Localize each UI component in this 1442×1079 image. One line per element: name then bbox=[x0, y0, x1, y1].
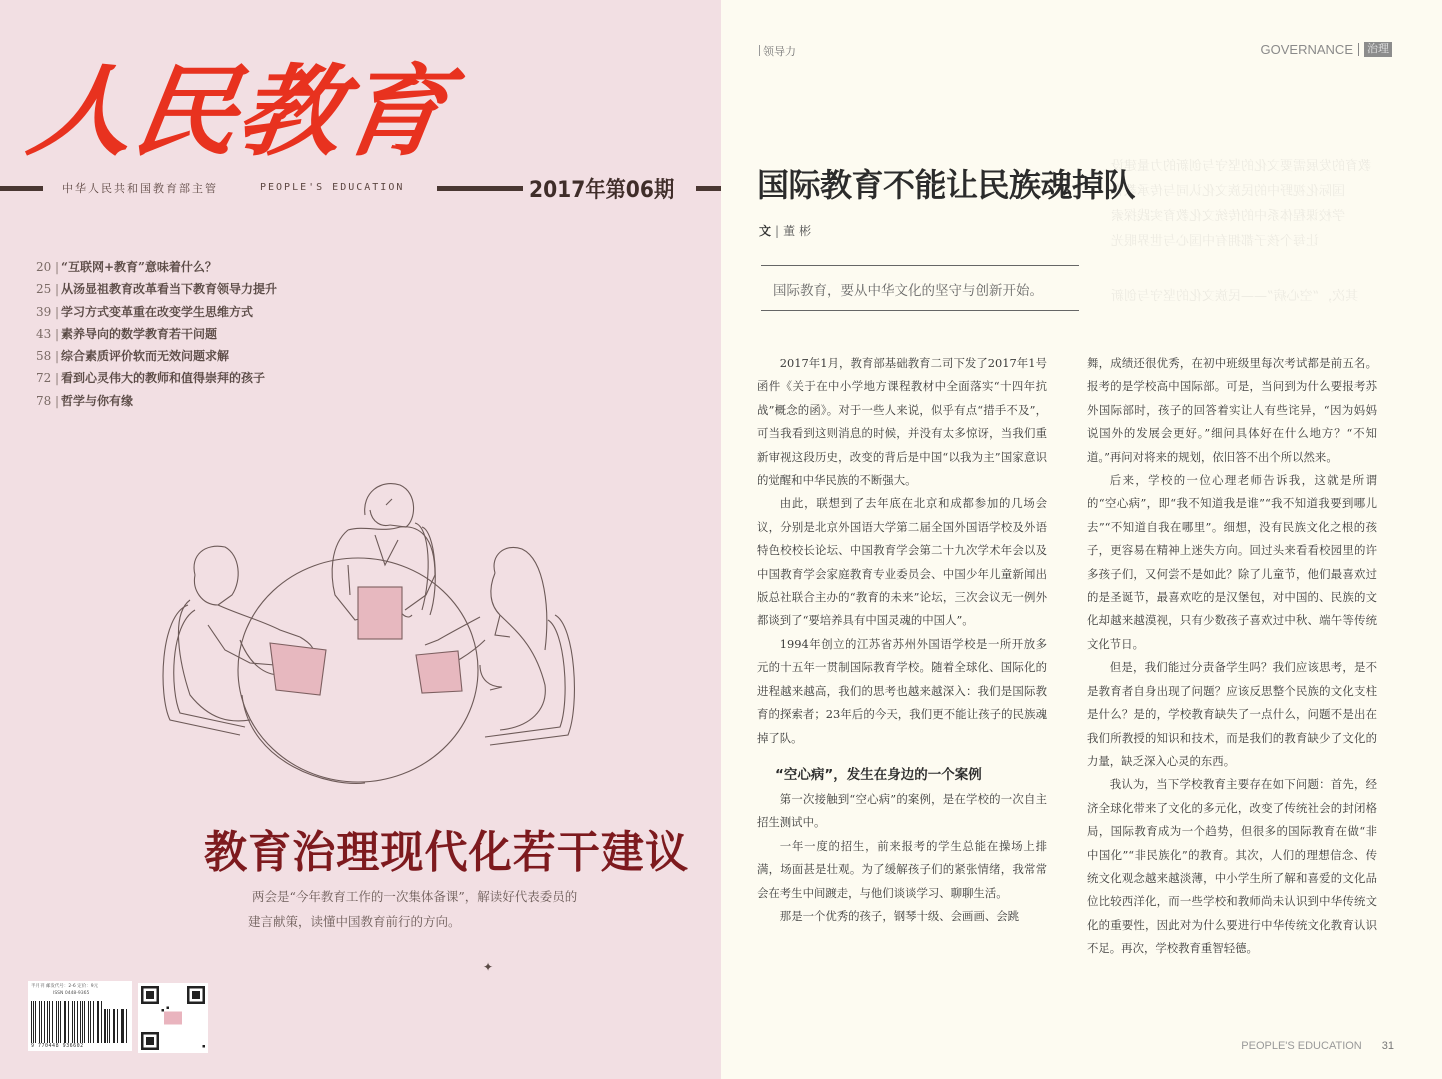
toc-page-number: 43 bbox=[36, 326, 52, 341]
toc-title: 学习方式变革重在改变学生思维方式 bbox=[61, 304, 254, 319]
deck-rule bbox=[761, 310, 1079, 311]
toc-item bbox=[36, 325, 277, 347]
toc-item bbox=[36, 347, 277, 369]
show-through-text: 教育的发展需要文化的坚守与创新的力量建设 bbox=[1111, 159, 1372, 174]
barcode-number: 9 770448 936602 bbox=[31, 1043, 84, 1049]
toc-page-number: 25 bbox=[36, 282, 52, 297]
toc-separator: | bbox=[55, 304, 60, 319]
article-page bbox=[721, 0, 1442, 1079]
toc-item bbox=[36, 369, 277, 391]
show-through-text: 其次，“空心病”——民族文化的坚守与创新 bbox=[1111, 289, 1359, 304]
toc-separator: | bbox=[55, 260, 60, 274]
toc-item bbox=[36, 392, 277, 414]
cover-rule bbox=[437, 186, 523, 191]
toc-title: 综合素质评价软而无效问题求解 bbox=[61, 349, 230, 364]
page-number: 31 bbox=[1381, 1040, 1394, 1052]
section-heading: “空心病”，发生在身边的一个案例 bbox=[775, 766, 982, 783]
qr-code bbox=[138, 983, 208, 1053]
barcode-bars bbox=[31, 999, 129, 1043]
toc-item bbox=[36, 303, 277, 325]
show-through-text: 国际化视野中的民族文化认同与传承教育 bbox=[1111, 184, 1346, 199]
body-paragraph: 那是一个优秀的孩子，钢琴十级、会画画、会跳 bbox=[779, 908, 1020, 923]
toc-item bbox=[36, 258, 277, 280]
cover-rule bbox=[696, 186, 721, 191]
star-mark-icon: ✦ bbox=[483, 960, 494, 974]
divider bbox=[1358, 43, 1359, 56]
toc-page-number: 58 bbox=[36, 349, 52, 364]
toc-title: 从汤显祖教育改革看当下教育领导力提升 bbox=[61, 282, 278, 297]
cover-rule bbox=[0, 186, 43, 191]
publisher-label: 中华人民共和国教育部主管 bbox=[62, 182, 218, 195]
toc-title: 看到心灵伟大的教师和值得崇拜的孩子 bbox=[61, 371, 266, 386]
toc-title: “互联网+教育”意味着什么？ bbox=[61, 260, 217, 274]
article-deck: 国际教育，要从中华文化的坚守与创新开始。 bbox=[773, 283, 1043, 299]
publisher-english: PEOPLE'S EDUCATION bbox=[260, 182, 405, 193]
article-title: 国际教育不能让民族魂掉队 bbox=[757, 166, 1136, 204]
footer-label: PEOPLE'S EDUCATION bbox=[1241, 1040, 1362, 1052]
body-paragraph: 一年一度的招生，前来报考的学生总能在操场上排满，场面甚是壮观。为了缓解孩子们的紧张情绪，我常常会在考生中间踱走，与他们谈谈学习、聊聊生活。 bbox=[757, 838, 1047, 900]
meeting-illustration bbox=[150, 465, 590, 785]
issn-label: ISSN 0448-9365 bbox=[53, 991, 90, 996]
cover-deck-line: 建言献策，读懂中国教育前行的方向。 bbox=[248, 914, 461, 929]
body-paragraph: 舞，成绩还很优秀，在初中班级里每次考试都是前五名。报考的是学校高中国际部。可是，当问到为什么要报考苏外国际部时，孩子的回答着实让人有些诧异，“因为妈妈说国外的发展会更好。”细问具体好在什么地方？“不知道。”再问对将来的规划，依旧答不出个所以然来。 bbox=[1087, 356, 1377, 464]
article-column-1 bbox=[757, 352, 1047, 928]
running-head-tag: 治理 bbox=[1364, 42, 1392, 57]
toc-title: 哲学与你有缘 bbox=[61, 393, 134, 408]
body-paragraph: 我认为，当下学校教育主要存在如下问题：首先，经济全球化带来了文化的多元化，改变了传统社会的封闭格局，国际教育成为一个趋势，但很多的国际教育在做“非中国化”“非民族化”的教育。其次，人们的理想信念、传统文化观念越来越淡薄，中小学生所了解和喜爱的文化品位比较西洋化，而一些学校和教师尚未认识到中华传统文化的重要性，因此对为什么要进行中华传统文化教育认识不足。再次，学校教育重智轻德。 bbox=[1087, 777, 1377, 956]
body-paragraph: 第一次接触到“空心病”的案例，是在学校的一次自主招生测试中。 bbox=[757, 791, 1047, 830]
body-paragraph: 2017年1月，教育部基础教育二司下发了2017年1号函件《关于在中小学地方课程教材中全面落实“十四年抗战”概念的函》。对于一些人来说，似乎有点“措手不及”，可当我看到这则消息的时候，并没有太多惊讶，当我们重新审视这段历史，改变的背后是中国“以我为主”国家意识的觉醒和中华民族的不断强大。 bbox=[757, 356, 1047, 488]
cover-deck-line: 两会是“今年教育工作的一次集体备课”，解读好代表委员的 bbox=[252, 889, 578, 904]
body-paragraph: 后来，学校的一位心理老师告诉我，这就是所谓的“空心病”，即“我不知道我是谁”“我不知道我要到哪儿去”“不知道自我在哪里”。细想，没有民族文化之根的孩子，更容易在精神上迷失方向。回过头来看看校园里的许多孩子们，又何尝不是如此？除了儿童节，他们最喜欢过的是圣诞节，最喜欢吃的是汉堡包，对中国的、民族的文化却越来越漠视，只有少数孩子喜欢过中秋、端午等传统文化节日。 bbox=[1087, 473, 1377, 651]
body-paragraph: 由此，联想到了去年底在北京和成都参加的几场会议，分别是北京外国语大学第二届全国外国语学校及外语特色校校长论坛、中国教育学会第二十九次学术年会以及中国教育学会家庭教育专业委员会、中国少年儿童新闻出版总社联合主办的“教育的未来”论坛，三次会议无一例外都谈到了“要培养具有中国灵魂的中国人”。 bbox=[757, 496, 1047, 628]
toc-separator: | bbox=[55, 371, 60, 386]
toc-title: 素养导向的数学教育若干问题 bbox=[61, 326, 218, 341]
toc-separator: | bbox=[55, 326, 60, 341]
toc-separator: | bbox=[55, 393, 60, 408]
toc-page-number: 78 bbox=[36, 393, 52, 408]
cover-deck bbox=[248, 884, 672, 934]
issue-number: 2017年第06期 bbox=[529, 178, 675, 203]
barcode bbox=[28, 981, 132, 1051]
barcode-info: 半月刊 邮发代号：2-6 定价：9元 bbox=[31, 984, 99, 989]
toc-separator: | bbox=[55, 282, 60, 297]
byline-label: 文 bbox=[759, 224, 772, 238]
show-through-text: 让每个孩子都拥有中国心与世界眼光 bbox=[1111, 234, 1320, 249]
masthead-logo: 人民教育 bbox=[21, 53, 455, 170]
body-paragraph: 但是，我们能过分责备学生吗？我们应该思考，是不是教育者自身出现了问题？应该反思整个民族的文化支柱是什么？是的，学校教育缺失了一点什么，问题不是出在我们所教授的知识和技术，而是我们的教育缺少了文化的力量，缺乏深入心灵的东西。 bbox=[1087, 660, 1377, 768]
toc-page-number: 72 bbox=[36, 371, 52, 386]
cover-headline: 教育治理现代化若干建议 bbox=[204, 827, 690, 878]
running-head-english: GOVERNANCE bbox=[1260, 42, 1353, 57]
page-footer bbox=[1241, 1040, 1394, 1052]
article-column-2 bbox=[1087, 352, 1377, 961]
byline-separator: | bbox=[775, 224, 780, 238]
byline bbox=[759, 222, 815, 239]
toc-page-number: 39 bbox=[36, 304, 52, 319]
body-paragraph: 1994年创立的江苏省苏州外国语学校是一所开放多元的十五年一贯制国际教育学校。随着全球化、国际化的进程越来越高，我们的思考也越来越深入：我们是国际教育的探索者；23年后的今天，我们更不能让孩子的民族魂掉了队。 bbox=[757, 636, 1047, 745]
section-label: 领导力 bbox=[759, 43, 796, 59]
author-name: 董彬 bbox=[783, 224, 816, 238]
table-of-contents bbox=[36, 258, 277, 414]
show-through-text: 学校课程体系中的传统文化教育实践探索 bbox=[1111, 209, 1346, 224]
toc-page-number: 20 bbox=[36, 260, 52, 274]
toc-separator: | bbox=[55, 349, 60, 364]
deck-rule bbox=[761, 265, 1079, 266]
toc-item bbox=[36, 280, 277, 302]
running-head bbox=[1261, 42, 1392, 57]
